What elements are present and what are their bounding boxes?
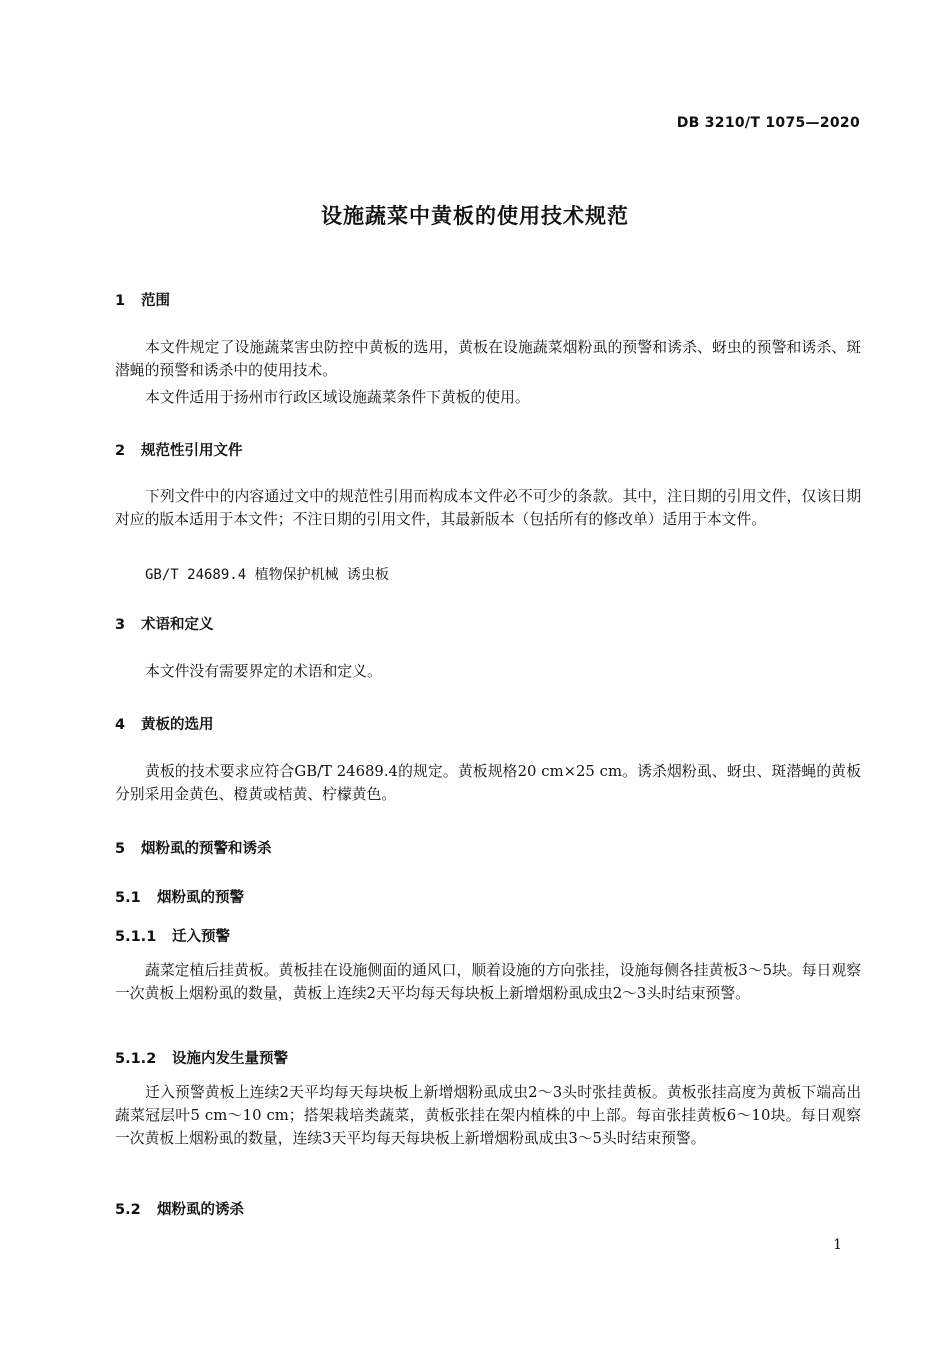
section-5-1-1-paragraph: 蔬菜定植后挂黄板。黄板挂在设施侧面的通风口，顺着设施的方向张挂，设施每侧各挂黄板3～5块。每日观察一次黄板上烟粉虱的数量，黄板上连续2天平均每天每块板上新增烟粉虱成虫2～3头时结束预警。 <box>115 962 861 1002</box>
section-5-1-2-paragraph: 迁入预警黄板上连续2天平均每天每块板上新增烟粉虱成虫2～3头时张挂黄板。黄板张挂高度为黄板下端高出蔬菜冠层叶5 cm～10 cm；搭架栽培类蔬菜，黄板张挂在架内植株的中上部。每亩张挂黄板6～10块。每日观察一次黄板上烟粉虱的数量，连续3天平均每天每块板上新增烟粉虱成虫3～5头时结束预警。 <box>115 1084 861 1147</box>
section-number: 1 <box>115 293 126 309</box>
section-title: 规范性引用文件 <box>141 443 243 459</box>
document-code: DB 3210/T 1075—2020 <box>676 115 860 131</box>
section-1-paragraph-2: 本文件适用于扬州市行政区域设施蔬菜条件下黄板的使用。 <box>145 389 530 406</box>
section-4-paragraph-1: 黄板的技术要求应符合GB/T 24689.4的规定。黄板规格20 cm×25 cm。诱杀烟粉虱、蚜虫、斑潜蝇的黄板分别采用金黄色、橙黄或桔黄、柠檬黄色。 <box>115 763 861 803</box>
section-5-1-1-heading <box>115 925 230 946</box>
section-number: 5.1.2 <box>115 1051 157 1067</box>
section-number: 3 <box>115 617 126 633</box>
section-4-heading <box>115 713 214 734</box>
section-5-2-heading <box>115 1198 244 1219</box>
section-title: 范围 <box>141 293 170 309</box>
section-1-heading <box>115 289 170 310</box>
document-title: 设施蔬菜中黄板的使用技术规范 <box>321 204 629 228</box>
section-5-1-heading <box>115 886 244 907</box>
section-1-paragraph-1: 本文件规定了设施蔬菜害虫防控中黄板的选用，黄板在设施蔬菜烟粉虱的预警和诱杀、蚜虫的预警和诱杀、斑潜蝇的预警和诱杀中的使用技术。 <box>115 339 861 379</box>
section-title: 烟粉虱的预警和诱杀 <box>141 841 272 857</box>
normative-reference: GB/T 24689.4 植物保护机械 诱虫板 <box>145 567 390 583</box>
section-title: 迁入预警 <box>172 929 230 945</box>
section-2-paragraph-1: 下列文件中的内容通过文中的规范性引用而构成本文件必不可少的条款。其中，注日期的引用文件，仅该日期对应的版本适用于本文件；不注日期的引用文件，其最新版本（包括所有的修改单）适用于本文件。 <box>115 488 861 528</box>
section-number: 2 <box>115 443 126 459</box>
section-number: 5 <box>115 841 126 857</box>
section-title: 黄板的选用 <box>141 717 214 733</box>
section-number: 5.2 <box>115 1202 141 1218</box>
section-number: 5.1 <box>115 890 141 906</box>
section-number: 5.1.1 <box>115 929 157 945</box>
section-2-heading <box>115 439 243 460</box>
section-5-1-2-heading <box>115 1047 288 1068</box>
section-3-heading <box>115 613 214 634</box>
section-title: 术语和定义 <box>141 617 214 633</box>
section-3-paragraph-1: 本文件没有需要界定的术语和定义。 <box>145 663 382 680</box>
section-title: 设施内发生量预警 <box>172 1051 288 1067</box>
page-number: 1 <box>833 1237 842 1253</box>
section-number: 4 <box>115 717 126 733</box>
section-5-heading <box>115 837 272 858</box>
section-title: 烟粉虱的预警 <box>157 890 244 906</box>
section-title: 烟粉虱的诱杀 <box>157 1202 244 1218</box>
